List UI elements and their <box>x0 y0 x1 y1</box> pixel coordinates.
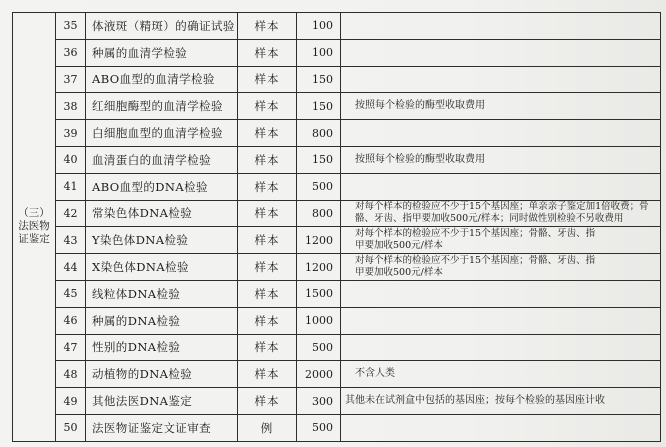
price: 150 <box>297 93 341 120</box>
table-row <box>56 361 661 388</box>
price: 150 <box>297 67 341 94</box>
table-row <box>56 13 661 40</box>
unit: 样本 <box>238 281 297 308</box>
item-name: ABO血型的DNA检验 <box>86 174 238 201</box>
item-name: 体液斑（精斑）的确证试验 <box>86 13 238 40</box>
item-name: ABO血型的血清学检验 <box>86 67 238 94</box>
table-row <box>56 201 661 228</box>
remark-line: 对每个样本的检验应不少于15个基因座；单亲亲子鉴定加1倍收费；骨 <box>355 201 649 213</box>
row-number: 35 <box>56 13 86 40</box>
price: 500 <box>297 174 341 201</box>
item-name: 常染色体DNA检验 <box>86 201 238 228</box>
remark <box>341 388 661 415</box>
unit: 样本 <box>238 201 297 228</box>
price: 1000 <box>297 308 341 335</box>
item-name: 种属的血清学检验 <box>86 40 238 67</box>
remark <box>341 174 661 201</box>
remark-line: 按照每个检验的酶型收取费用 <box>355 100 485 112</box>
price: 100 <box>297 40 341 67</box>
table-row <box>56 254 661 281</box>
row-number: 40 <box>56 147 86 174</box>
remark <box>341 227 661 254</box>
row-number: 36 <box>56 40 86 67</box>
price: 800 <box>297 201 341 228</box>
unit: 样本 <box>238 254 297 281</box>
table-row <box>56 174 661 201</box>
unit: 样本 <box>238 67 297 94</box>
unit: 样本 <box>238 227 297 254</box>
remark <box>341 335 661 362</box>
table-row <box>56 120 661 147</box>
item-name: X染色体DNA检验 <box>86 254 238 281</box>
price: 2000 <box>297 361 341 388</box>
item-name: Y染色体DNA检验 <box>86 227 238 254</box>
row-number: 50 <box>56 415 86 442</box>
unit: 样本 <box>238 40 297 67</box>
remark-line: 甲要加收500元/样本 <box>355 240 443 252</box>
item-name: 动植物的DNA检验 <box>86 361 238 388</box>
item-name: 法医物证鉴定文证审查 <box>86 415 238 442</box>
unit: 样本 <box>238 361 297 388</box>
item-name: 其他法医DNA鉴定 <box>86 388 238 415</box>
price: 100 <box>297 13 341 40</box>
remark <box>341 201 661 228</box>
table-row <box>56 415 661 442</box>
fee-table <box>12 12 661 442</box>
remark <box>341 67 661 94</box>
item-name: 线粒体DNA检验 <box>86 281 238 308</box>
price: 300 <box>297 388 341 415</box>
price: 500 <box>297 415 341 442</box>
row-number: 45 <box>56 281 86 308</box>
unit: 例 <box>238 415 297 442</box>
table-row <box>56 227 661 254</box>
remark <box>341 13 661 40</box>
remark <box>341 308 661 335</box>
price: 150 <box>297 147 341 174</box>
table-row <box>56 335 661 362</box>
item-name: 性别的DNA检验 <box>86 335 238 362</box>
remark <box>341 120 661 147</box>
price: 800 <box>297 120 341 147</box>
row-number: 48 <box>56 361 86 388</box>
price: 1200 <box>297 254 341 281</box>
remark-line: 骼、牙齿、指甲要加收500元/样本；同时做性别检验不另收费用 <box>355 213 624 225</box>
row-number: 43 <box>56 227 86 254</box>
remark-line: 甲要加收500元/样本 <box>355 267 443 279</box>
table-row <box>56 308 661 335</box>
unit: 样本 <box>238 174 297 201</box>
unit: 样本 <box>238 147 297 174</box>
row-number: 41 <box>56 174 86 201</box>
remark <box>341 40 661 67</box>
row-number: 37 <box>56 67 86 94</box>
remark-line: 对每个样本的检验应不少于15个基因座；骨骼、牙齿、指 <box>355 228 596 240</box>
table-row <box>56 93 661 120</box>
price: 1500 <box>297 281 341 308</box>
row-number: 42 <box>56 201 86 228</box>
price: 1200 <box>297 227 341 254</box>
item-name: 白细胞血型的血清学检验 <box>86 120 238 147</box>
price: 500 <box>297 335 341 362</box>
row-number: 44 <box>56 254 86 281</box>
category-label-line: 法医物 <box>18 220 50 233</box>
unit: 样本 <box>238 120 297 147</box>
remark <box>341 361 661 388</box>
item-name: 种属的DNA检验 <box>86 308 238 335</box>
remark <box>341 281 661 308</box>
category-cell <box>13 13 56 442</box>
remark-line: 不含人类 <box>355 368 395 380</box>
category-label-line: （三） <box>18 207 50 220</box>
row-number: 47 <box>56 335 86 362</box>
table-row <box>56 147 661 174</box>
table-row <box>56 388 661 415</box>
category-label-line: 证鉴定 <box>18 233 50 246</box>
table-row <box>56 67 661 94</box>
remark <box>341 415 661 442</box>
table-body <box>56 13 661 442</box>
table-row <box>56 40 661 67</box>
item-name: 血清蛋白的血清学检验 <box>86 147 238 174</box>
remark-line: 其他未在试剂盒中包括的基因座；按每个检验的基因座计收 <box>345 395 605 407</box>
unit: 样本 <box>238 308 297 335</box>
row-number: 46 <box>56 308 86 335</box>
unit: 样本 <box>238 13 297 40</box>
remark-line: 按照每个检验的酶型收取费用 <box>355 153 485 165</box>
remark <box>341 254 661 281</box>
unit: 样本 <box>238 93 297 120</box>
row-number: 38 <box>56 93 86 120</box>
unit: 样本 <box>238 388 297 415</box>
row-number: 39 <box>56 120 86 147</box>
table-row <box>56 281 661 308</box>
unit: 样本 <box>238 335 297 362</box>
remark-line: 对每个样本的检验应不少于15个基因座；骨骼、牙齿、指 <box>355 255 596 267</box>
item-name: 红细胞酶型的血清学检验 <box>86 93 238 120</box>
remark <box>341 147 661 174</box>
row-number: 49 <box>56 388 86 415</box>
remark <box>341 93 661 120</box>
